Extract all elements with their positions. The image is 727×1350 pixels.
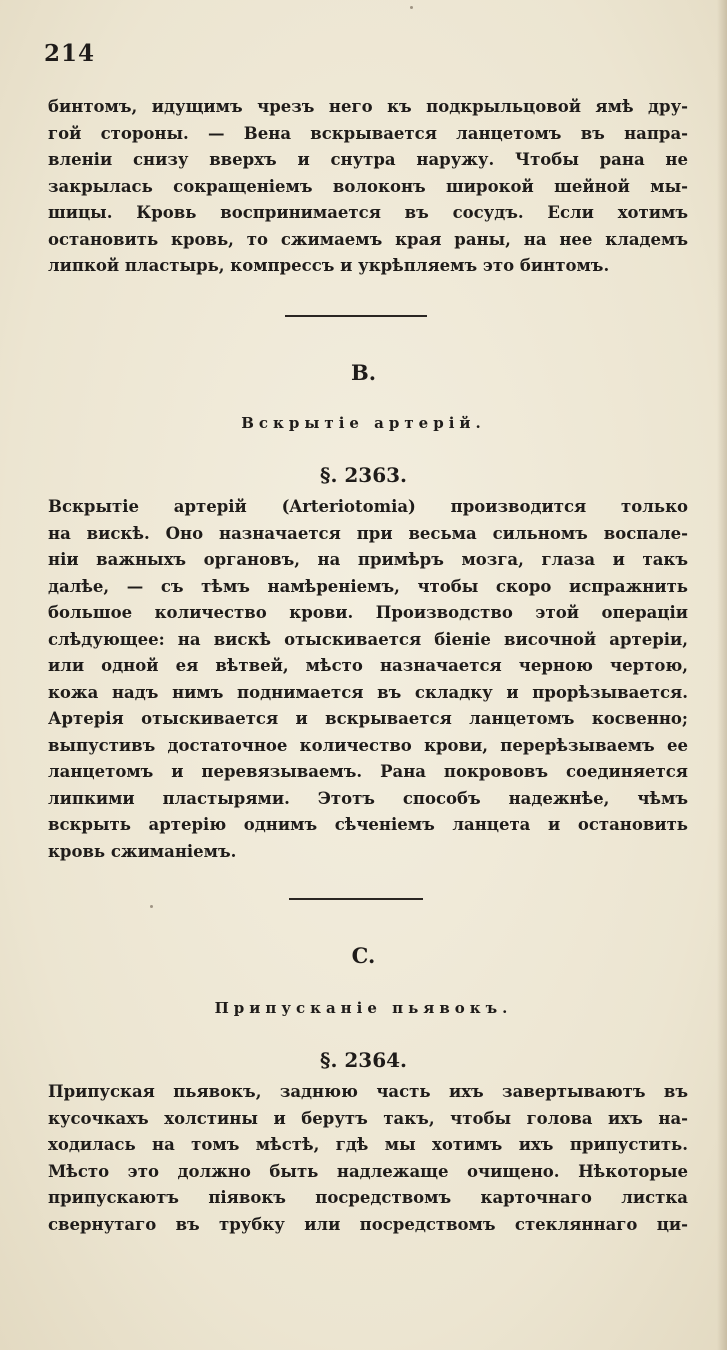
- section-b-paragraph-number: §. 2363.: [319, 463, 407, 487]
- section-c-paragraph: [48, 1079, 688, 1238]
- text-line: кожа надъ нимъ поднимается въ складку и прорѣзывается.: [48, 682, 688, 702]
- section-divider: [285, 315, 427, 317]
- text-line: Артерія отыскивается и вскрывается ланцетомъ косвенно;: [48, 709, 688, 728]
- page-edge-shadow: [717, 0, 727, 1350]
- text-line: на вискѣ. Оно назначается при весьма сильномъ воспале-: [48, 523, 688, 543]
- section-c-letter: C.: [351, 943, 376, 968]
- section-b-paragraph: [48, 494, 688, 865]
- text-line: остановить кровь, то сжимаемъ края раны, на нее кладемъ: [48, 229, 688, 249]
- text-line: бинтомъ, идущимъ чрезъ него къ подкрыльцовой ямѣ дру-: [48, 97, 688, 116]
- section-c-title: Припусканіе пьявокъ.: [214, 999, 513, 1017]
- text-line: ніи важныхъ органовъ, на примѣръ мозга, глаза и такъ: [48, 550, 688, 569]
- text-line: слѣдующее: на вискѣ отыскивается біеніе височной артеріи,: [48, 629, 688, 649]
- section-b-title: Вскрытіе артерій.: [241, 414, 486, 432]
- section-divider: [289, 898, 423, 900]
- text-line: кровь сжиманіемъ.: [48, 841, 237, 861]
- text-line: кусочкахъ холстины и берутъ такъ, чтобы голова ихъ на-: [48, 1108, 688, 1128]
- text-line: закрылась сокращеніемъ волоконъ широкой шейной мы-: [48, 176, 688, 196]
- text-line: Припуская пьявокъ, заднюю часть ихъ завертываютъ въ: [48, 1082, 688, 1101]
- text-line: ланцетомъ и перевязываемъ. Рана покрововъ соединяется: [48, 762, 688, 781]
- text-line: припускаютъ піявокъ посредствомъ карточнаго листка: [48, 1188, 688, 1207]
- print-speck: [410, 6, 413, 9]
- print-speck: [150, 905, 153, 908]
- text-line: ходилась на томъ мѣстѣ, гдѣ мы хотимъ ихъ припустить.: [48, 1135, 688, 1154]
- text-line: липкой пластырь, компрессъ и укрѣпляемъ это бинтомъ.: [48, 256, 610, 275]
- text-line: вскрыть артерію однимъ сѣченіемъ ланцета и остановить: [48, 815, 688, 834]
- section-b-letter: B.: [350, 360, 377, 385]
- text-line: выпустивъ достаточное количество крови, перерѣзываемъ ее: [48, 735, 688, 755]
- text-line: или одной ея вѣтвей, мѣсто назначается черною чертою,: [48, 656, 688, 675]
- text-line: Вскрытіе артерій (Arteriotomia) производится только: [48, 497, 688, 516]
- page-number: 214: [44, 40, 96, 67]
- intro-paragraph: [48, 94, 688, 280]
- text-line: шицы. Кровь воспринимается въ сосудъ. Если хотимъ: [48, 203, 688, 222]
- text-line: далѣе, — съ тѣмъ намѣреніемъ, чтобы скоро испражнить: [48, 576, 688, 596]
- text-line: Мѣсто это должно быть надлежаще очищено. Нѣкоторые: [48, 1161, 688, 1181]
- text-line: большое количество крови. Производство этой операціи: [48, 603, 688, 622]
- text-line: гой стороны. — Вена вскрывается ланцетомъ въ напра-: [48, 123, 688, 143]
- text-line: вленіи снизу вверхъ и снутра наружу. Чтобы рана не: [48, 150, 688, 169]
- text-line: липкими пластырями. Этотъ способъ надежнѣе, чѣмъ: [48, 788, 688, 808]
- text-line: свернутаго въ трубку или посредствомъ стекляннаго ци-: [48, 1214, 688, 1234]
- section-c-paragraph-number: §. 2364.: [319, 1048, 407, 1072]
